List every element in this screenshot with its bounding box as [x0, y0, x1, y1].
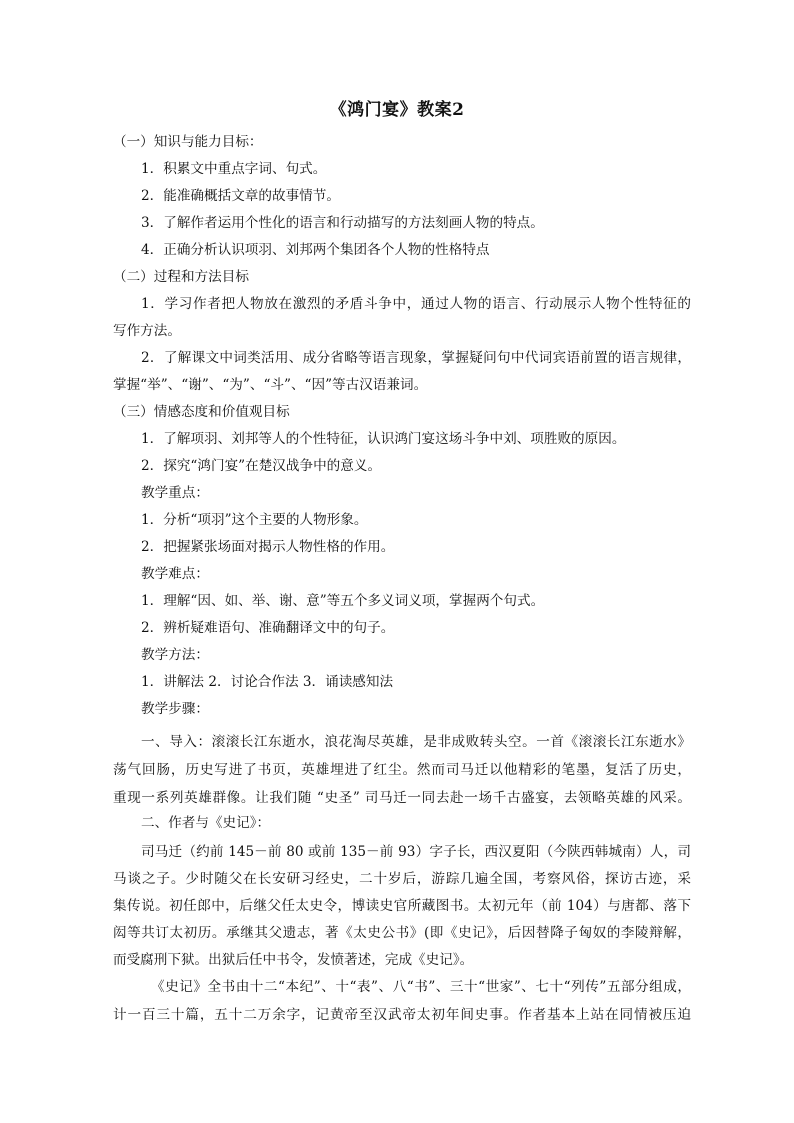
text-line: 1．分析“项羽”这个主要的人物形象。 [141, 512, 368, 528]
text-line: 闳等共订太初历。承继其父遗志，著《太史公书》(即《史记》，后因替降子匈奴的李陵辩解， [113, 925, 691, 941]
text-line: 掌握“举”、“谢”、“为”、“斗”、“因”等古汉语兼词。 [113, 377, 428, 393]
text-line: 2．把握紧张场面对揭示人物性格的作用。 [141, 539, 395, 555]
text-line: 3．了解作者运用个性化的语言和行动描写的方法刻画人物的特点。 [141, 215, 544, 231]
text-line: 集传说。初任郎中，后继父任太史令，博读史官所藏图书。太初元年（前 104）与唐都、落下 [113, 898, 691, 914]
text-line: 4．正确分析认识项羽、刘邦两个集团各个人物的性格特点 [141, 242, 490, 258]
text-line: 2．了解课文中词类活用、成分省略等语言现象，掌握疑问句中代词宾语前置的语言规律， [141, 350, 691, 366]
section-heading-difficulties: 教学难点： [141, 566, 209, 582]
text-line: 1．学习作者把人物放在激烈的矛盾斗争中，通过人物的语言、行动展示人物个性特征的 [141, 296, 691, 312]
section-heading-knowledge: （一）知识与能力目标： [113, 134, 263, 150]
text-line: 计一百三十篇，五十二万余字，记黄帝至汉武帝太初年间史事。作者基本上站在同情被压迫 [113, 1007, 691, 1023]
text-line: 《史记》全书由十二“本纪”、十“表”、八“书”、三十“世家”、七十“列传”五部分组成， [151, 979, 691, 995]
section-heading-steps: 教学步骤： [141, 701, 209, 717]
text-line: 重现一系列英雄群像。让我们随 “史圣” 司马迁一同去赴一场千古盛宴，去领略英雄的风采。 [113, 790, 691, 806]
text-line: 1．讲解法 2．讨论合作法 3．诵读感知法 [141, 674, 394, 690]
text-line: 1．了解项羽、刘邦等人的个性特征，认识鸿门宴这场斗争中刘、项胜败的原因。 [141, 431, 626, 447]
section-heading-methods: 教学方法： [141, 647, 209, 663]
text-line: 写作方法。 [113, 323, 181, 339]
text-line: 荡气回肠，历史写进了书页，英雄埋进了红尘。然而司马迁以他精彩的笔墨，复活了历史， [113, 762, 691, 778]
text-line: 一、导入：滚滚长江东逝水，浪花淘尽英雄，是非成败转头空。一首《滚滚长江东逝水》 [141, 734, 691, 750]
text-line: 而受腐刑下狱。出狱后任中书令，发愤著述，完成《史记》。 [113, 952, 474, 968]
text-line: 2．能准确概括文章的故事情节。 [141, 188, 340, 204]
section-heading-key-points: 教学重点： [141, 485, 209, 501]
text-line: 1．理解“因、如、举、谢、意”等五个多义词义项，掌握两个句式。 [141, 593, 545, 609]
section-heading-author: 二、作者与《史记》： [141, 815, 271, 831]
text-line: 司马迁（约前 145－前 80 或前 135－前 93）字子长，西汉夏阳（今陕西韩城南）人，司 [141, 844, 691, 860]
text-line: 马谈之子。少时随父在长安研习经史，二十岁后，游踪几遍全国，考察风俗，探访古迹，采 [113, 871, 691, 887]
text-line: 2．辨析疑难语句、准确翻译文中的句子。 [141, 620, 395, 636]
section-heading-process: （二）过程和方法目标 [113, 269, 249, 285]
text-line: 1．积累文中重点字词、句式。 [141, 161, 327, 177]
section-heading-emotion: （三）情感态度和价值观目标 [113, 404, 290, 420]
page-title: 《鸿门宴》教案2 [329, 100, 465, 120]
text-line: 2．探究“鸿门宴”在楚汉战争中的意义。 [141, 458, 382, 474]
